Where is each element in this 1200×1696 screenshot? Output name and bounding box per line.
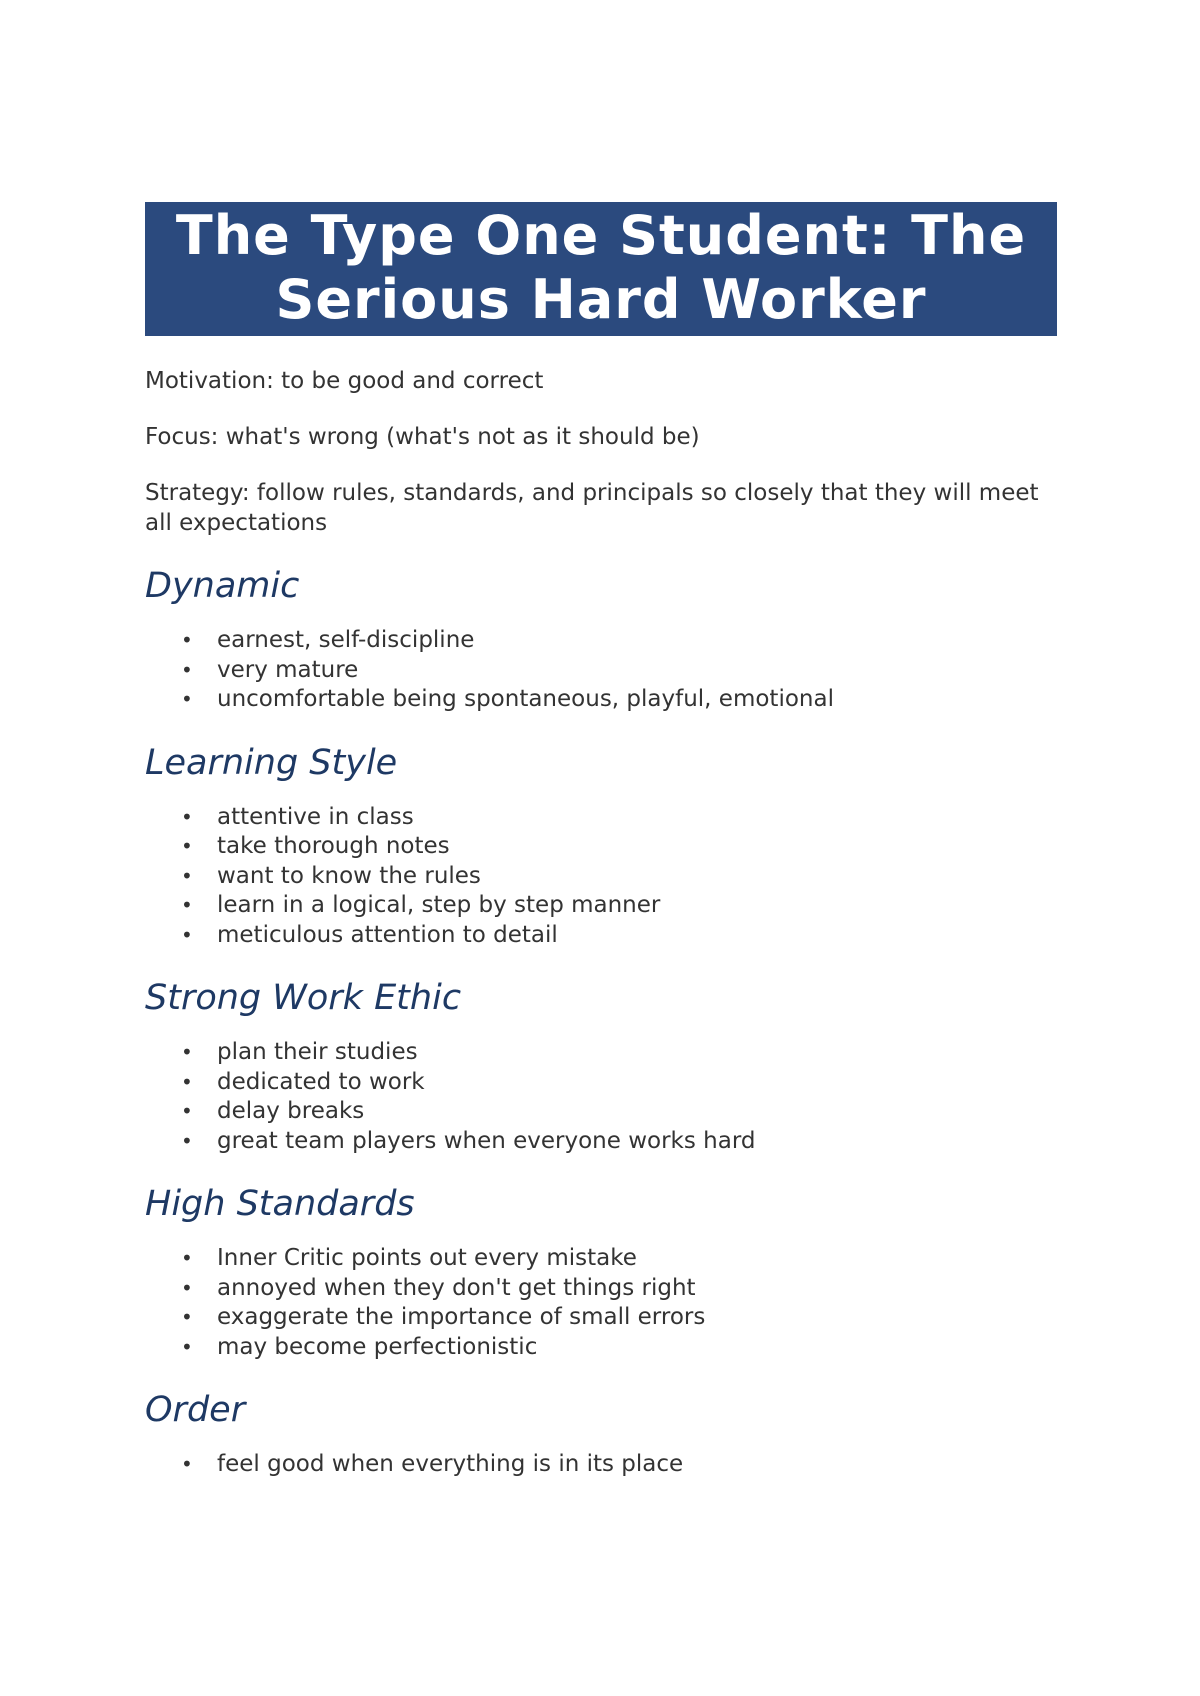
bullet-icon: • — [181, 863, 193, 888]
list-item-text: great team players when everyone works hard — [217, 1127, 756, 1154]
bullet-list-dynamic — [145, 626, 1057, 715]
list-item — [145, 1303, 1057, 1333]
bullet-icon: • — [181, 687, 193, 711]
list-item — [145, 921, 1057, 951]
section-heading-learning-style: Learning Style — [145, 742, 398, 783]
bullet-icon: • — [181, 1305, 193, 1329]
list-item — [145, 1127, 1057, 1157]
list-item-text: want to know the rules — [217, 862, 481, 889]
list-item-text: uncomfortable being spontaneous, playful, emotional — [217, 686, 834, 712]
list-item — [145, 891, 1057, 921]
list-item — [145, 626, 1057, 656]
bullet-list-strong-work-ethic — [145, 1038, 1057, 1156]
list-item-text: attentive in class — [217, 803, 414, 830]
list-item — [145, 1038, 1057, 1068]
list-item-text: take thorough notes — [217, 833, 450, 859]
section-heading-order: Order — [145, 1390, 246, 1430]
list-item — [145, 803, 1057, 833]
list-item — [145, 832, 1057, 862]
bullet-icon: • — [181, 1040, 193, 1064]
bullet-icon: • — [181, 1334, 193, 1359]
bullet-icon: • — [181, 1452, 193, 1476]
list-item-text: dedicated to work — [217, 1068, 425, 1095]
list-item-text: plan their studies — [217, 1039, 418, 1065]
bullet-icon: • — [181, 1069, 193, 1094]
bullet-list-high-standards — [145, 1244, 1057, 1362]
list-item-text: delay breaks — [217, 1098, 365, 1124]
list-item-text: meticulous attention to detail — [217, 921, 558, 948]
list-item — [145, 1274, 1057, 1304]
bullet-icon: • — [181, 1246, 193, 1270]
list-item-text: very mature — [217, 656, 359, 683]
bullet-icon: • — [181, 1099, 193, 1123]
motivation-text: Motivation: to be good and correct — [145, 368, 544, 394]
list-item-text: Inner Critic points out every mistake — [217, 1245, 637, 1271]
list-item — [145, 1068, 1057, 1098]
bullet-list-learning-style — [145, 803, 1057, 951]
bullet-icon: • — [181, 834, 193, 858]
bullet-icon: • — [181, 922, 193, 947]
list-item-text: earnest, self-discipline — [217, 627, 475, 653]
bullet-icon: • — [181, 657, 193, 682]
list-item — [145, 685, 1057, 715]
bullet-icon: • — [181, 1275, 193, 1300]
list-item — [145, 862, 1057, 892]
bullet-icon: • — [181, 1128, 193, 1153]
list-item — [145, 1450, 1057, 1480]
section-heading-strong-work-ethic: Strong Work Ethic — [145, 978, 462, 1018]
bullet-list-order — [145, 1450, 1057, 1480]
strategy-text: Strategy: follow rules, standards, and principals so closely that they will meet all expectations — [145, 480, 1039, 536]
document-page — [145, 202, 1057, 1506]
list-item-text: learn in a logical, step by step manner — [217, 892, 661, 918]
list-item — [145, 656, 1057, 686]
bullet-icon: • — [181, 893, 193, 917]
list-item-text: annoyed when they don't get things right — [217, 1274, 696, 1301]
section-heading-dynamic: Dynamic — [145, 566, 300, 606]
list-item-text: feel good when everything is in its place — [217, 1451, 684, 1477]
list-item — [145, 1097, 1057, 1127]
list-item — [145, 1333, 1057, 1363]
section-heading-high-standards: High Standards — [145, 1184, 415, 1224]
focus-text: Focus: what's wrong (what's not as it should be) — [145, 424, 700, 450]
list-item-text: may become perfectionistic — [217, 1333, 538, 1360]
bullet-icon: • — [181, 628, 193, 652]
bullet-icon: • — [181, 804, 193, 829]
list-item-text: exaggerate the importance of small errors — [217, 1304, 706, 1330]
page-title: The Type One Student: The Serious Hard Worker — [145, 202, 1057, 336]
list-item — [145, 1244, 1057, 1274]
